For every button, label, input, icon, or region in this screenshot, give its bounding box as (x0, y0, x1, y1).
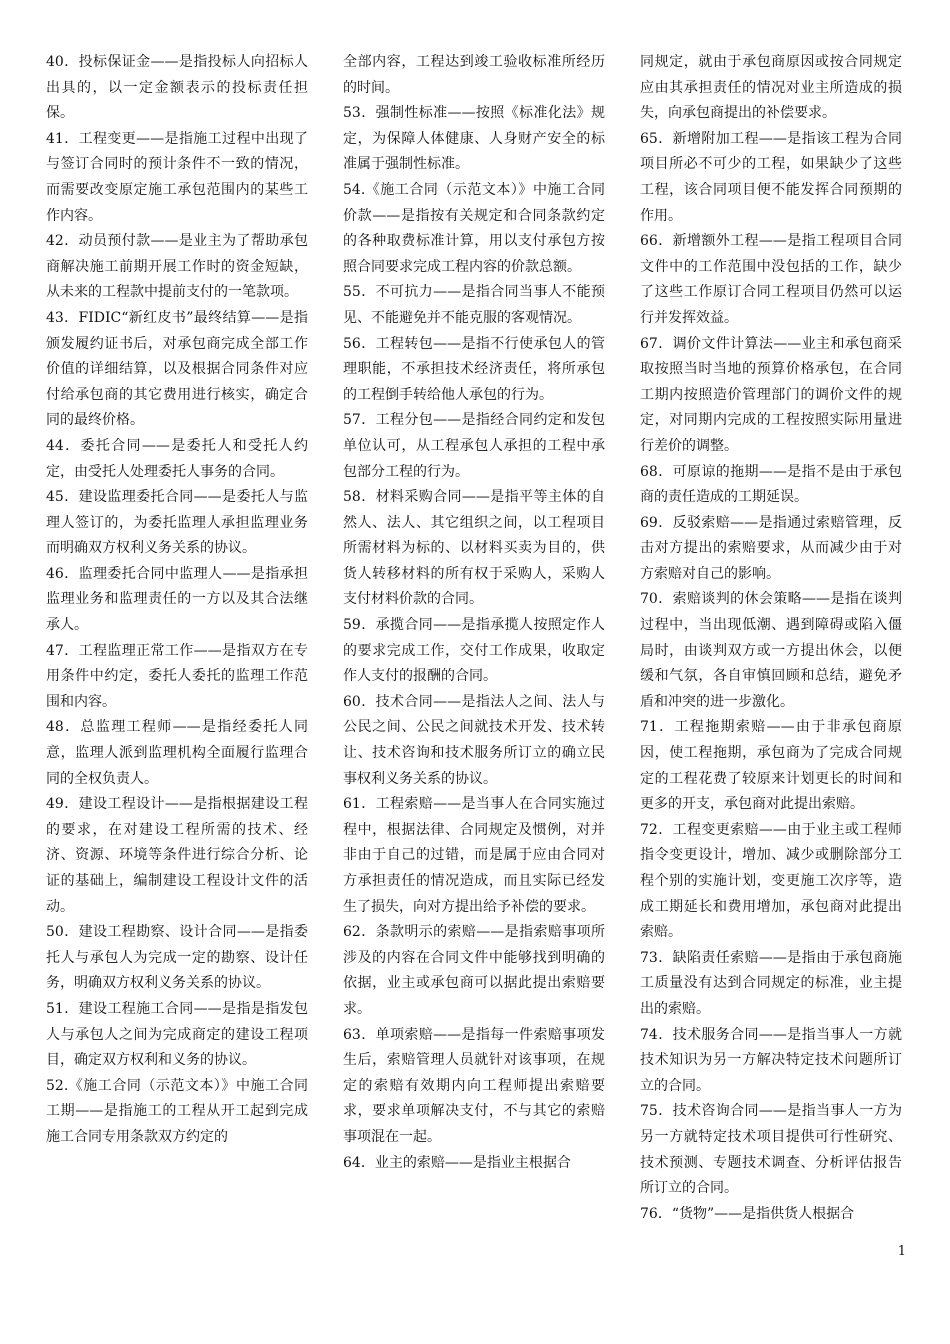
glossary-entry: 64．业主的索赔——是指业主根据合 (343, 1154, 571, 1171)
glossary-entry: 70．索赔谈判的休会策略——是指在谈判过程中，当出现低潮、遇到障碍或陷入僵局时，由谈判双方或一方提出休会，以便缓和气氛，各自审慎回顾和总结，避免矛盾和冲突的进一步激化。 (640, 591, 902, 710)
glossary-entry: 52.《施工合同（示范文本）》中施工合同工期——是指施工的工程从开工起到完成施工合同专用条款双方约定的 (46, 1077, 308, 1145)
glossary-entry: 69．反驳索赔——是指通过索赔管理，反击对方提出的索赔要求，从而减少由于对方索赔对自己的影响。 (640, 514, 902, 582)
glossary-entry: 74．技术服务合同——是指当事人一方就技术知识为另一方解决特定技术问题所订立的合同。 (640, 1026, 902, 1094)
glossary-entry: 44．委托合同——是委托人和受托人约定，由受托人处理委托人事务的合同。 (46, 437, 308, 480)
glossary-entry: 47．工程监理正常工作——是指双方在专用条件中约定，委托人委托的监理工作范围和内容。 (46, 642, 308, 710)
glossary-entry: 46．监理委托合同中监理人——是指承担监理业务和监理责任的一方以及其合法继承人。 (46, 565, 308, 634)
text-column-right (640, 50, 902, 1227)
text-column-left (46, 50, 308, 1151)
glossary-entry: 56．工程转包——是指不行使承包人的管理职能，不承担技术经济责任，将所承包的工程倒手转给他人承包的行为。 (343, 335, 605, 403)
page-number: 1 (897, 1244, 906, 1259)
glossary-entry: 66．新增额外工程——是指工程项目合同文件中的工作范围中没包括的工作，缺少了这些工作原订合同工程项目仍然可以运行并发挥效益。 (640, 233, 902, 326)
glossary-entry: 43．FIDIC“新红皮书”最终结算——是指颁发履约证书后，对承包商完成全部工作价值的详细结算，以及根据合同条件对应付给承包商的其它费用进行核实，确定合同的最终价格。 (46, 309, 308, 429)
glossary-entry: 76．“货物”——是指供货人根据合 (640, 1205, 855, 1222)
text-column-middle (343, 50, 605, 1176)
glossary-entry: 59．承揽合同——是指承揽人按照定作人的要求完成工作，交付工作成果，收取定作人支付的报酬的合同。 (343, 617, 605, 685)
glossary-entry: 57．工程分包——是指经合同约定和发包单位认可，从工程承包人承担的工程中承包部分工程的行为。 (343, 412, 605, 480)
glossary-entry: 53．强制性标准——按照《标准化法》规定，为保障人体健康、人身财产安全的标准属于强制性标准。 (343, 105, 605, 173)
glossary-entry: 49．建设工程设计——是指根据建设工程的要求，在对建设工程所需的技术、经济、资源、环境等条件进行综合分析、论证的基础上，编制建设工程设计文件的活动。 (46, 796, 308, 915)
glossary-entry: 73．缺陷责任索赔——是指由于承包商施工质量没有达到合同规定的标准，业主提出的索赔。 (640, 949, 902, 1017)
glossary-entry: 41．工程变更——是指施工过程中出现了与签订合同时的预计条件不一致的情况，而需要改变原定施工承包范围内的某些工作内容。 (46, 130, 308, 224)
glossary-entry: 68．可原谅的拖期——是指不是由于承包商的责任造成的工期延误。 (640, 463, 902, 506)
glossary-entry: 42．动员预付款——是业主为了帮助承包商解决施工前期开展工作时的资金短缺，从未来的工程款中提前支付的一笔款项。 (46, 233, 308, 301)
glossary-entry: 同规定，就由于承包商原因或按合同规定应由其承担责任的情况对业主所造成的损失，向承包商提出的补偿要求。 (640, 54, 902, 122)
glossary-entry: 75．技术咨询合同——是指当事人一方为另一方就特定技术项目提供可行性研究、技术预测、专题技术调查、分析评估报告所订立的合同。 (640, 1103, 902, 1197)
glossary-entry: 40．投标保证金——是指投标人向招标人出具的，以一定金额表示的投标责任担保。 (46, 54, 308, 122)
glossary-entry: 71．工程拖期索赔——由于非承包商原因，使工程拖期，承包商为了完成合同规定的工程花费了较原来计划更长的时间和更多的开支，承包商对此提出索赔。 (640, 719, 902, 813)
glossary-entry: 45．建设监理委托合同——是委托人与监理人签订的，为委托监理人承担监理业务而明确双方权利义务关系的协议。 (46, 489, 308, 557)
glossary-entry: 58．材料采购合同——是指平等主体的自然人、法人、其它组织之间，以工程项目所需材料为标的、以材料买卖为目的，供货人转移材料的所有权于采购人，采购人支付材料价款的合同。 (343, 489, 605, 608)
glossary-entry: 72．工程变更索赔——由于业主或工程师指令变更设计，增加、减少或删除部分工程个别的实施计划，变更施工次序等，造成工期延长和费用增加，承包商对此提出索赔。 (640, 821, 902, 941)
glossary-entry: 60．技术合同——是指法人之间、法人与公民之间、公民之间就技术开发、技术转让、技术咨询和技术服务所订立的确立民事权利义务关系的协议。 (343, 693, 605, 787)
glossary-entry: 55．不可抗力——是指合同当事人不能预见、不能避免并不能克服的客观情况。 (343, 284, 605, 326)
glossary-entry: 63．单项索赔——是指每一件索赔事项发生后，索赔管理人员就针对该事项，在规定的索赔有效期内向工程师提出索赔要求，要求单项解决支付，不与其它的索赔事项混在一起。 (343, 1026, 605, 1145)
glossary-entry: 65．新增附加工程——是指该工程为合同项目所必不可少的工程，如果缺少了这些工程，该合同项目便不能发挥合同预期的作用。 (640, 130, 902, 224)
glossary-entry: 50．建设工程勘察、设计合同——是指委托人与承包人为完成一定的勘察、设计任务，明确双方权利义务关系的协议。 (46, 924, 308, 992)
glossary-entry: 61．工程索赔——是当事人在合同实施过程中，根据法律、合同规定及惯例，对并非由于自己的过错，而是属于应由合同对方承担责任的情况造成，而且实际已经发生了损失，向对方提出给予补偿的要求。 (343, 796, 605, 915)
glossary-entry: 54.《施工合同（示范文本）》中施工合同价款——是指按有关规定和合同条款约定的各种取费标准计算，用以支付承包方按照合同要求完成工程内容的价款总额。 (343, 181, 605, 275)
glossary-entry: 67．调价文件计算法——业主和承包商采取按照当时当地的预算价格承包，在合同工期内按照造价管理部门的调价文件的规定，对同期内完成的工程按照实际用量进行差价的调整。 (640, 335, 902, 454)
glossary-entry: 全部内容，工程达到竣工验收标准所经历的时间。 (343, 54, 605, 96)
glossary-entry: 48．总监理工程师——是指经委托人同意，监理人派到监理机构全面履行监理合同的全权负责人。 (46, 719, 308, 787)
glossary-entry: 62．条款明示的索赔——是指索赔事项所涉及的内容在合同文件中能够找到明确的依据，业主或承包商可以据此提出索赔要求。 (343, 924, 605, 1017)
glossary-entry: 51．建设工程施工合同——是指是指发包人与承包人之间为完成商定的建设工程项目，确定双方权利和义务的协议。 (46, 1000, 308, 1069)
